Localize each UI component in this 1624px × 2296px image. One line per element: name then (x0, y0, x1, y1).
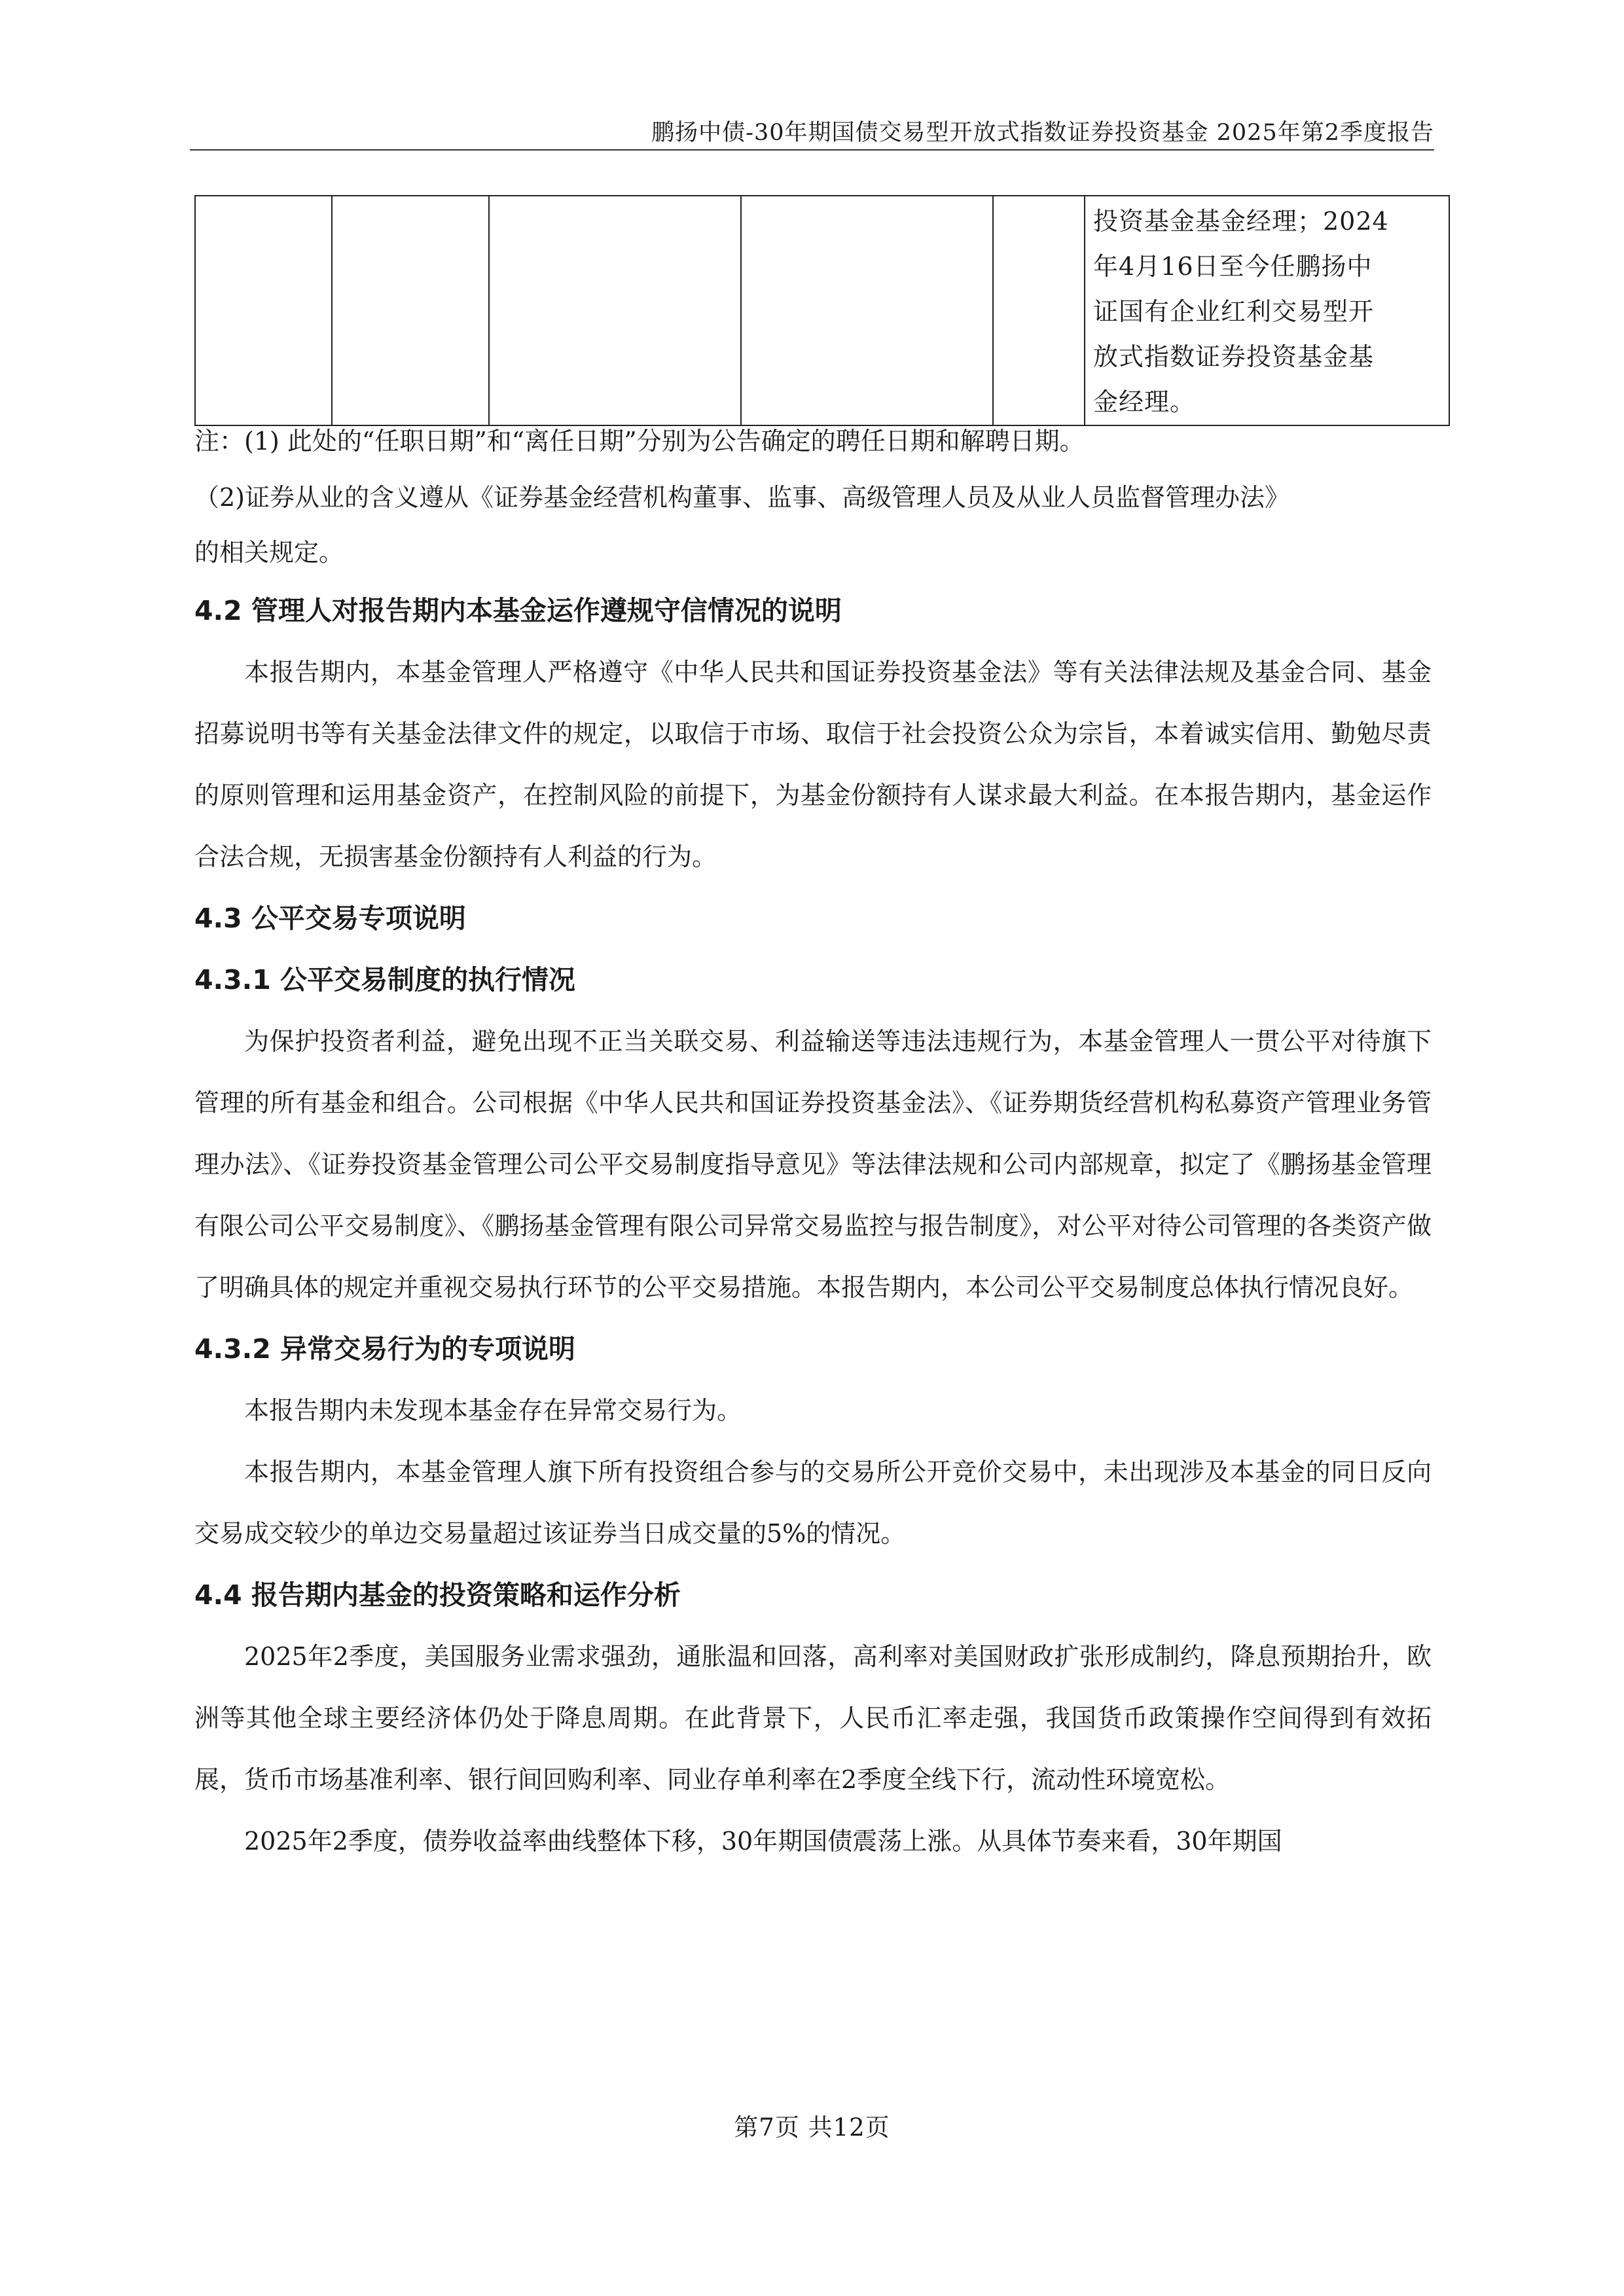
section-title-4-3-1: 4.3.1 公平交易制度的执行情况 (194, 964, 576, 996)
note-2-continued: 的相关规定。 (194, 538, 344, 567)
table-row (195, 196, 1449, 425)
note-1: 注：(1) 此处的“任职日期”和“离任日期”分别为公告确定的聘任日期和解聘日期。 (194, 427, 1085, 456)
table-cell-years (993, 196, 1085, 425)
table-cell-description (1085, 196, 1449, 425)
paragraph: 本报告期内，本基金管理人严格遵守《中华人民共和国证券投资基金法》等有关法律法规及基金合同、基金招募说明书等有关基金法律文件的规定，以取信于市场、取信于社会投资公众为宗旨，本着诚实信用、勤勉尽责的原则管理和运用基金资产，在控制风险的前提下，为基金份额持有人谋求最大利益。在本报告期内，基金运作合法合规，无损害基金份额持有人利益的行为。 (194, 658, 1432, 871)
header-divider (190, 149, 1434, 151)
manager-table-continuation (194, 195, 1450, 426)
table-cell-name (195, 196, 332, 425)
description-line: 放式指数证券投资基金基 (1093, 342, 1375, 371)
paragraph: 本报告期内未发现本基金存在异常交易行为。 (244, 1396, 742, 1425)
paragraph: 为保护投资者利益，避免出现不正当关联交易、利益输送等违法违规行为，本基金管理人一贯公平对待旗下管理的所有基金和组合。公司根据《中华人民共和国证券投资基金法》、《证券期货经营机构私募资产管理业务管理办法》、《证券投资基金管理公司公平交易制度指导意见》等法律法规和公司内部规章，拟定了《鹏扬基金管理有限公司公平交易制度》、《鹏扬基金管理有限公司异常交易监控与报告制度》，对公平对待公司管理的各类资产做了明确具体的规定并重视交易执行环节的公平交易措施。本报告期内，本公司公平交易制度总体执行情况良好。 (194, 1027, 1432, 1302)
main-content (194, 412, 1432, 1872)
paragraph: 本报告期内，本基金管理人旗下所有投资组合参与的交易所公开竞价交易中，未出现涉及本基金的同日反向交易成交较少的单边交易量超过该证券当日成交量的5%的情况。 (194, 1458, 1432, 1548)
table-cell-end-date (741, 196, 993, 425)
section-title-4-4: 4.4 报告期内基金的投资策略和运作分析 (194, 1579, 681, 1611)
description-line: 证国有企业红利交易型开 (1093, 297, 1375, 326)
note-2: （2)证券从业的含义遵从《证券基金经营机构董事、监事、高级管理人员及从业人员监督管理办法》 (194, 483, 1290, 512)
section-title-4-3-2: 4.3.2 异常交易行为的专项说明 (194, 1333, 576, 1365)
table-cell-start-date (489, 196, 741, 425)
description-line: 年4月16日至今任鹏扬中 (1093, 252, 1373, 281)
table-cell-position (332, 196, 489, 425)
page-header-title: 鹏扬中债-30年期国债交易型开放式指数证券投资基金 2025年第2季度报告 (651, 120, 1434, 146)
description-line: 投资基金基金经理；2024 (1093, 207, 1389, 236)
section-title-4-3: 4.3 公平交易专项说明 (194, 903, 466, 934)
description-line: 金经理。 (1093, 387, 1196, 416)
paragraph: 2025年2季度，债券收益率曲线整体下移，30年期国债震荡上涨。从具体节奏来看，30年期国 (244, 1827, 1282, 1856)
page-number: 第7页 共12页 (734, 2113, 890, 2142)
paragraph: 2025年2季度，美国服务业需求强劲，通胀温和回落，高利率对美国财政扩张形成制约，降息预期抬升，欧洲等其他全球主要经济体仍处于降息周期。在此背景下，人民币汇率走强，我国货币政策操作空间得到有效拓展，货币市场基准利率、银行间回购利率、同业存单利率在2季度全线下行，流动性环境宽松。 (194, 1642, 1432, 1794)
section-title-4-2: 4.2 管理人对报告期内本基金运作遵规守信情况的说明 (194, 595, 842, 626)
